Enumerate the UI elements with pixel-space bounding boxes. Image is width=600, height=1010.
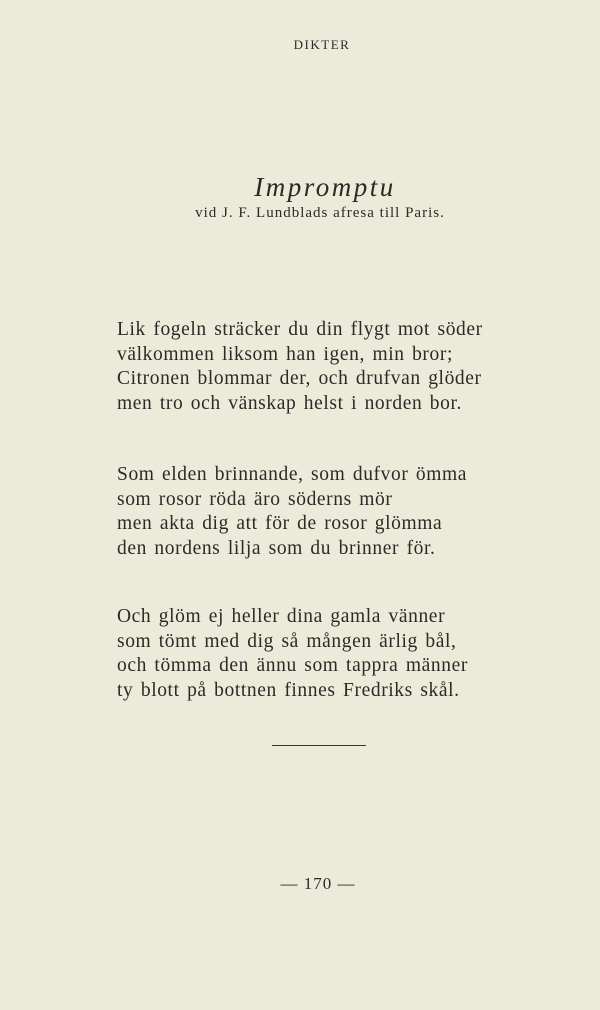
poem-title: Impromptu <box>254 172 396 202</box>
stanza <box>117 605 468 703</box>
verse-line: Som elden brinnande, som dufvor ömma <box>117 464 468 485</box>
verse-line: Lik fogeln sträcker du din flygt mot söder <box>117 319 483 340</box>
verse-line: och tömma den ännu som tappra männer <box>117 655 468 676</box>
verse-line: men tro och vänskap helst i norden bor. <box>117 392 463 414</box>
poem-subtitle: vid J. F. Lundblads afresa till Paris. <box>195 205 445 221</box>
divider-rule <box>272 745 366 746</box>
stanza <box>117 318 483 416</box>
stanza <box>117 463 467 561</box>
verse-line: men akta dig att för de rosor glömma <box>117 513 443 534</box>
page-number: — 170 — <box>280 874 356 893</box>
verse-line: Citronen blommar der, och drufvan glöder <box>117 368 482 389</box>
verse-line: ty blott på bottnen finnes Fredriks skål. <box>117 679 460 701</box>
running-header: DIKTER <box>293 37 351 52</box>
verse-line: välkommen liksom han igen, min bror; <box>117 343 453 365</box>
verse-line: som tömt med dig så mången ärlig bål, <box>117 630 457 652</box>
verse-line: som rosor röda äro söderns mör <box>117 488 393 510</box>
verse-line: den nordens lilja som du brinner för. <box>117 537 436 559</box>
verse-line: Och glöm ej heller dina gamla vänner <box>117 606 446 627</box>
